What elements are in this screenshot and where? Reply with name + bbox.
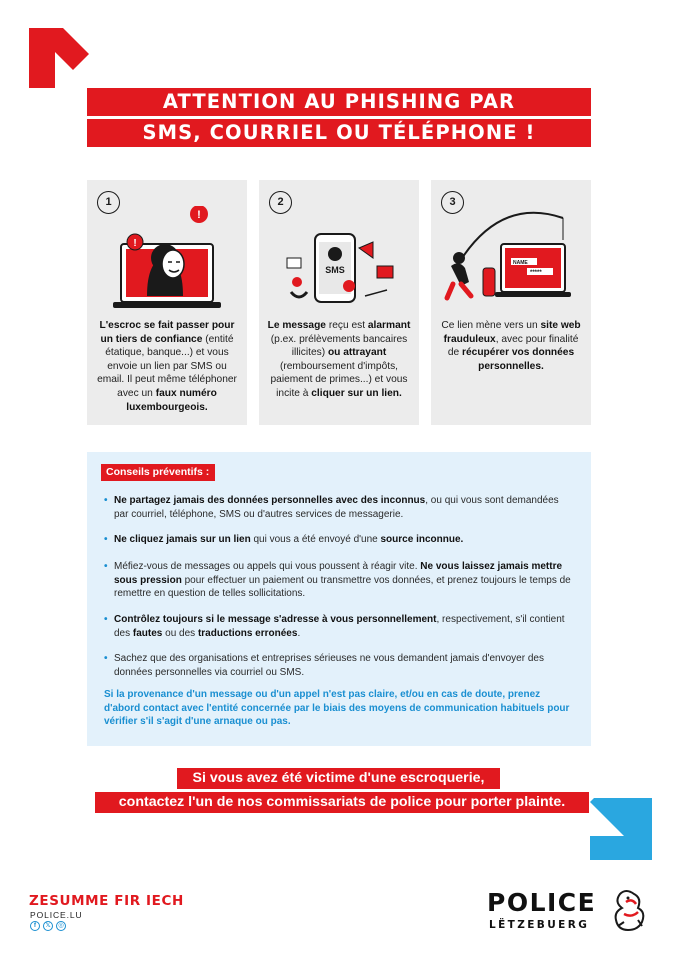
advice-item <box>104 533 463 547</box>
phone-sms-illustration-icon <box>267 206 411 316</box>
advice-text: Méfiez-vous de messages ou appels qui vous poussent à réagir vite. <box>114 561 421 572</box>
advice-text-bold: source inconnue. <box>380 534 464 545</box>
cta-line-1: Si vous avez été victime d'une escroquerie, <box>177 768 500 789</box>
page-title-line-2: SMS, COURRIEL OU TÉLÉPHONE ! <box>87 119 591 147</box>
advice-item <box>104 613 573 640</box>
advice-text-bold: fautes <box>132 627 163 639</box>
password-mask: ***** <box>530 270 542 276</box>
step-number: 3 <box>441 191 464 214</box>
step-text: (p.ex. prélèvements bancaires illicites) <box>270 333 408 359</box>
step-text: Ce lien mène vers un <box>441 320 541 331</box>
scammer-mask-illustration-icon <box>95 206 239 316</box>
advice-text-bold: Ne vous laissez jamais mettre sous pression <box>114 561 563 586</box>
police-logo-word: POLICE <box>487 888 597 917</box>
footer-tagline: ZESUMME FIR IECH <box>29 893 184 909</box>
advice-text-bold: Ne partagez jamais des données personnelles avec des inconnus <box>114 495 426 506</box>
advice-text: , respectivement, s'il contient des <box>114 614 565 639</box>
step-text: reçu est <box>325 320 368 331</box>
corner-arrow-red-icon <box>29 28 89 88</box>
instagram-icon[interactable]: ◎ <box>56 921 66 931</box>
step-number: 2 <box>269 191 292 214</box>
advice-text-bold: Contrôlez toujours si le message s'adresse à vous personnellement <box>114 614 437 625</box>
advice-text-bold: traductions erronées <box>197 627 298 639</box>
step-text-bold: Le message <box>267 320 326 331</box>
advice-text: , ou qui vous sont demandées par courriel, téléphone, SMS ou d'autres services de messagerie. <box>114 495 559 520</box>
advice-text: qui vous a été envoyé d'une <box>250 534 381 545</box>
step-number: 1 <box>97 191 120 214</box>
lion-crest-icon <box>612 888 652 932</box>
advice-text: ou des <box>162 627 198 639</box>
advice-text: Sachez que des organisations et entreprises sérieuses ne vous demandent jamais d'envoyer des données personnelles via courriel ou SMS. <box>114 653 544 678</box>
bullet-icon: • <box>104 653 108 664</box>
step-card-3 <box>431 180 591 425</box>
advice-item <box>104 494 573 521</box>
step-text-bold: récupérer vos données personnelles. <box>462 347 575 372</box>
step-text-bold: L'escroc se fait passer pour un tiers de confiance <box>99 320 235 345</box>
step-description <box>93 319 241 414</box>
police-logo-subtitle: LËTZEBUERG <box>489 919 590 931</box>
facebook-icon[interactable]: f <box>30 921 40 931</box>
step-text-bold: ou attrayant <box>327 347 387 359</box>
step-card-1 <box>87 180 247 425</box>
advice-item <box>104 560 573 601</box>
social-links <box>30 921 66 931</box>
advice-text: . <box>297 627 301 639</box>
advice-heading: Conseils préventifs : <box>101 464 215 481</box>
svg-text:!: ! <box>133 238 137 249</box>
step-card-2 <box>259 180 419 425</box>
advice-item <box>104 652 573 679</box>
step-text-bold: alarmant <box>367 320 411 331</box>
advice-note: Si la provenance d'un message ou d'un appel n'est pas claire, et/ou en cas de doute, prenez d'abord contact avec l'entité concernée par le biais des moyens de communication habituels pour vérifier s'il s'agit d'une arnaque ou pas. <box>104 689 570 727</box>
step-text: (entité étatique, banque...) et vous envoie un lien par SMS ou email. Il peut même téléphoner avec un <box>97 333 237 399</box>
bullet-icon: • <box>104 561 108 572</box>
fishing-login-illustration-icon <box>439 206 583 316</box>
step-description <box>265 319 413 401</box>
step-text-bold: faux numéro luxembourgeois. <box>126 387 217 413</box>
corner-arrow-blue-icon <box>590 798 652 860</box>
name-field-label: NAME <box>513 260 528 266</box>
step-text-bold: cliquer sur un lien. <box>311 387 402 399</box>
bullet-icon: • <box>104 495 108 506</box>
cta-line-2: contactez l'un de nos commissariats de police pour porter plainte. <box>95 792 589 813</box>
step-text-bold: site web frauduleux <box>443 320 581 345</box>
step-text: , avec pour finalité de <box>447 333 579 359</box>
advice-text-bold: Ne cliquez jamais sur un lien <box>114 534 251 545</box>
step-text: (remboursement d'impôts, paiement de primes...) et vous incite à <box>270 360 408 399</box>
bullet-icon: • <box>104 614 108 625</box>
advice-text: pour effectuer un paiement ou transmettre vos données, et prenez toujours le temps de remettre en question de telles sollicitations. <box>114 574 571 599</box>
step-description <box>437 319 585 373</box>
bullet-icon: • <box>104 534 108 545</box>
svg-text:!: ! <box>197 209 201 221</box>
sms-label: SMS <box>325 265 345 275</box>
footer-url-link[interactable]: POLICE.LU <box>30 910 83 920</box>
page-title-line-1: ATTENTION AU PHISHING PAR <box>87 88 591 116</box>
preventive-advice-box <box>87 452 591 746</box>
x-icon[interactable]: 𝕏 <box>43 921 53 931</box>
